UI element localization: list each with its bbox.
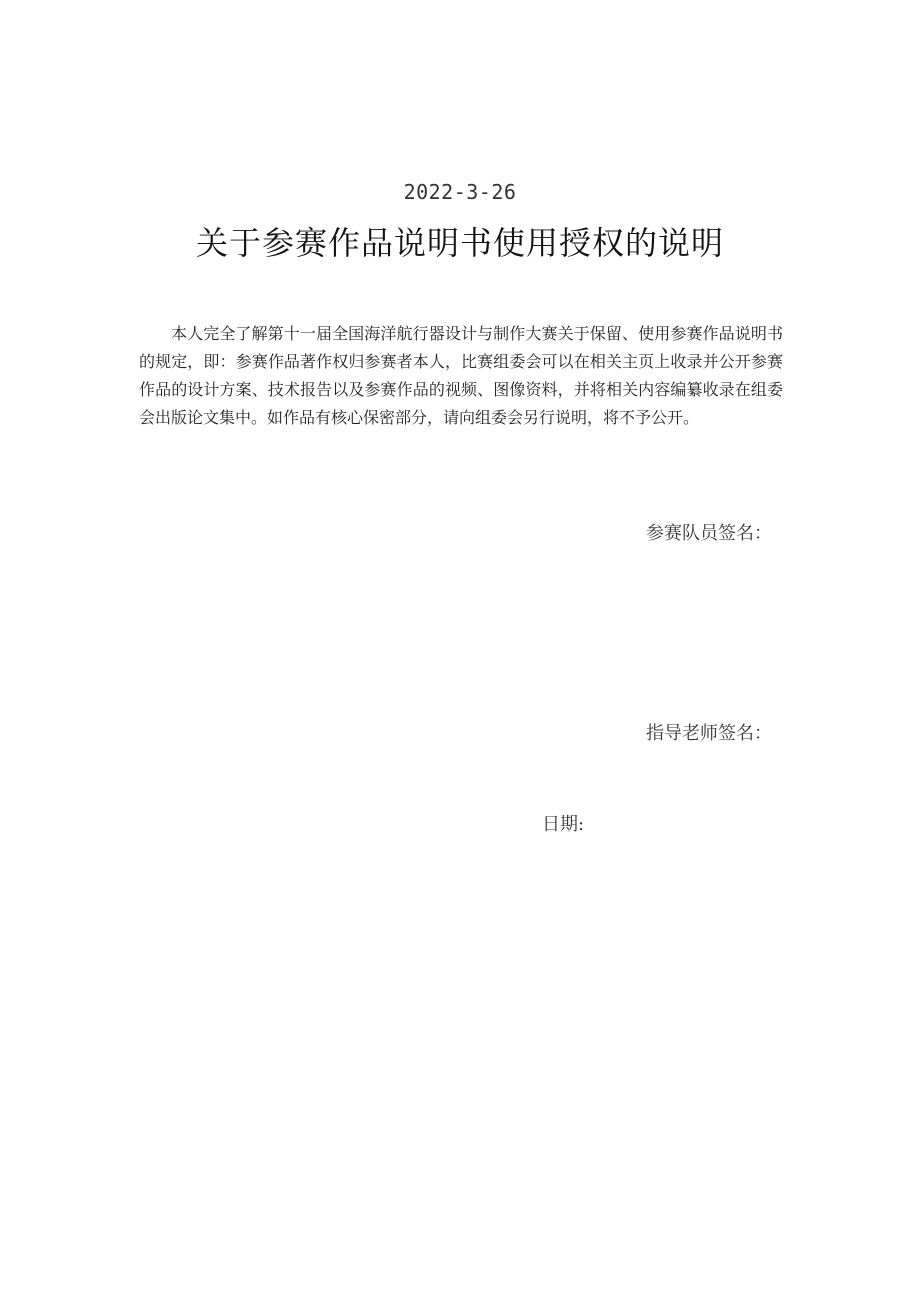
document-title: 关于参赛作品说明书使用授权的说明 [195, 224, 724, 262]
authorization-statement: 本人完全了解第十一届全国海洋航行器设计与制作大赛关于保留、使用参赛作品说明书的规定，即：参赛作品著作权归参赛者本人，比赛组委会可以在相关主页上收录并公开参赛作品的设计方案、技术报告以及参赛作品的视频、图像资料，并将相关内容编纂收录在组委会出版论文集中。如作品有核心保密部分，请向组委会另行说明，将不予公开。 [139, 324, 783, 427]
team-signature-label: 参赛队员签名： [646, 523, 772, 544]
date-label: 日期: [542, 814, 585, 835]
document-date: 2022-3-26 [403, 180, 517, 204]
teacher-signature-label: 指导老师签名： [646, 723, 772, 744]
